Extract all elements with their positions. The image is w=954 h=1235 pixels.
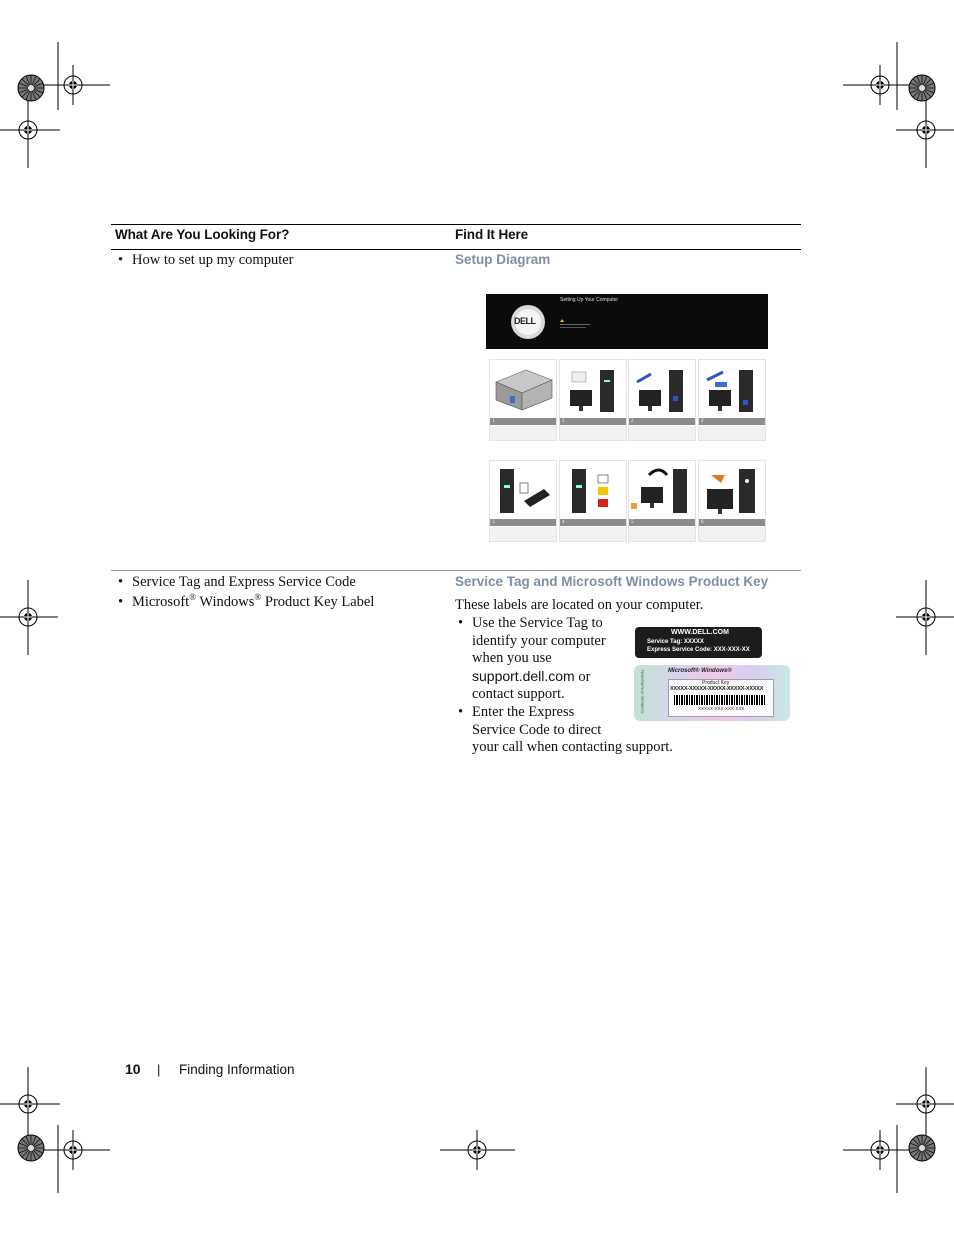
computer-box-icon (490, 360, 556, 418)
label-url: WWW.DELL.COM (671, 629, 729, 636)
dell-logo-text: DELL (514, 316, 536, 326)
column-header-looking-for: What Are You Looking For? (115, 227, 290, 242)
diagram-step-panel: 5 (628, 460, 696, 542)
table-top-rule (111, 224, 801, 225)
footer-separator: | (157, 1062, 161, 1077)
setup-banner-title: Setting Up Your Computer (560, 297, 619, 303)
monitor-tower-icon (560, 360, 626, 418)
coa-serial: XXXXX-XXX-XXX-XXX (698, 706, 745, 711)
banner-fine-print (560, 327, 586, 328)
label-express-code: Express Service Code: XXX-XXX-XX (647, 647, 750, 653)
bullet-use-service-tag: • Use the Service Tag to identify your computer when you use support.dell.com or contact support. (472, 615, 606, 704)
label-service-tag: Service Tag: XXXXX (647, 639, 704, 645)
list-item-product-key-label: • Microsoft® Windows® Product Key Label (132, 592, 374, 612)
bullet-express-service-code: • Enter the Express Service Code to direct your call when contacting support. (472, 704, 673, 757)
banner-fine-print (560, 324, 590, 325)
diagram-step-panel: 6 (698, 460, 766, 542)
power-cable-icon (629, 461, 695, 519)
banner-warning-icon (560, 319, 564, 322)
network-cable-icon (560, 461, 626, 519)
row-divider (111, 570, 801, 571)
coa-product-key: XXXXX-XXXXX-XXXXX-XXXXX-XXXXX (670, 686, 764, 692)
setup-diagram-banner (486, 294, 768, 349)
diagram-step-panel: 2 (628, 359, 696, 441)
diagram-step-panel: 2 (698, 359, 766, 441)
product-key-label-image (634, 665, 790, 721)
coa-brand: Microsoft® Windows® (668, 668, 732, 674)
setup-diagram-heading: Setup Diagram (455, 252, 551, 267)
coa-side-text: Certificate of Authenticity (639, 669, 645, 714)
monitor-connector-icon (699, 360, 765, 418)
list-item-service-tag: • Service Tag and Express Service Code (132, 572, 356, 592)
keyboard-mouse-icon (490, 461, 556, 519)
column-header-find-it-here: Find It Here (455, 227, 529, 242)
power-on-icon (699, 461, 765, 519)
coa-barcode (674, 695, 766, 705)
labels-location-text: These labels are located on your computer. (455, 597, 704, 613)
service-tag-label-image (635, 627, 762, 658)
list-item-setup: • How to set up my computer (132, 250, 294, 270)
page-number: 10 (125, 1061, 141, 1077)
footer-section-title: Finding Information (179, 1062, 295, 1077)
monitor-cable-icon (629, 360, 695, 418)
support-link[interactable]: support.dell.com (472, 667, 575, 684)
diagram-step-panel: 4 (559, 460, 627, 542)
diagram-step-panel: 3 (489, 460, 557, 542)
diagram-step-panel: 1 (489, 359, 557, 441)
coa-key-title: Product Key (702, 680, 730, 686)
service-tag-heading: Service Tag and Microsoft Windows Product Key (455, 574, 769, 589)
diagram-step-panel: 2 (559, 359, 627, 441)
